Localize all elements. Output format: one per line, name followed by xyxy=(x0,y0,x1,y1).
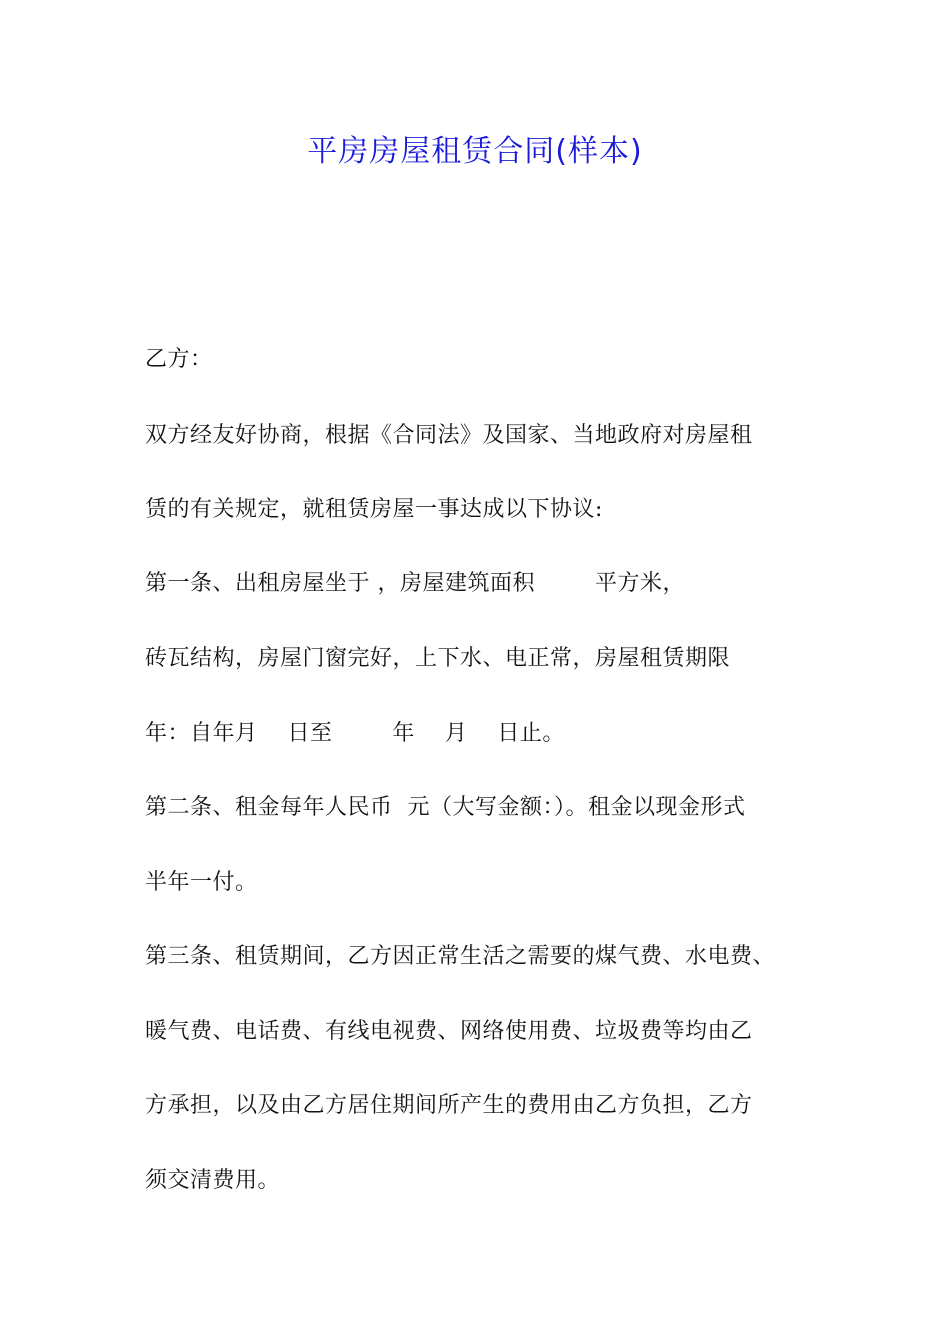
document-title: 平房房屋租赁合同(样本) xyxy=(307,134,643,169)
article-1-line: 年：自年月 日至 年 月 日止。 xyxy=(145,721,565,746)
article-3-line: 暖气费、电话费、有线电视费、网络使用费、垃圾费等均由乙 xyxy=(145,1019,753,1044)
article-2-line: 半年一付。 xyxy=(145,870,258,895)
paragraph-line: 赁的有关规定，就租赁房屋一事达成以下协议: xyxy=(145,497,603,522)
article-2-line: 第二条、租金每年人民币 元（大写金额：）。租金以现金形式 xyxy=(145,795,746,820)
article-3-line: 第三条、租赁期间，乙方因正常生活之需要的煤气费、水电费、 xyxy=(145,944,776,969)
paragraph-line-party-b: 乙方： xyxy=(145,347,213,372)
article-1-line: 砖瓦结构，房屋门窗完好，上下水、电正常，房屋租赁期限 xyxy=(145,646,731,671)
article-1-line: 第一条、出租房屋坐于 ，房屋建筑面积 平方米， xyxy=(145,571,685,596)
paragraph-line: 双方经友好协商，根据《合同法》及国家、当地政府对房屋租 xyxy=(145,423,753,448)
article-3-line: 方承担，以及由乙方居住期间所产生的费用由乙方负担，乙方 xyxy=(145,1093,753,1118)
article-3-line: 须交清费用。 xyxy=(145,1168,281,1193)
